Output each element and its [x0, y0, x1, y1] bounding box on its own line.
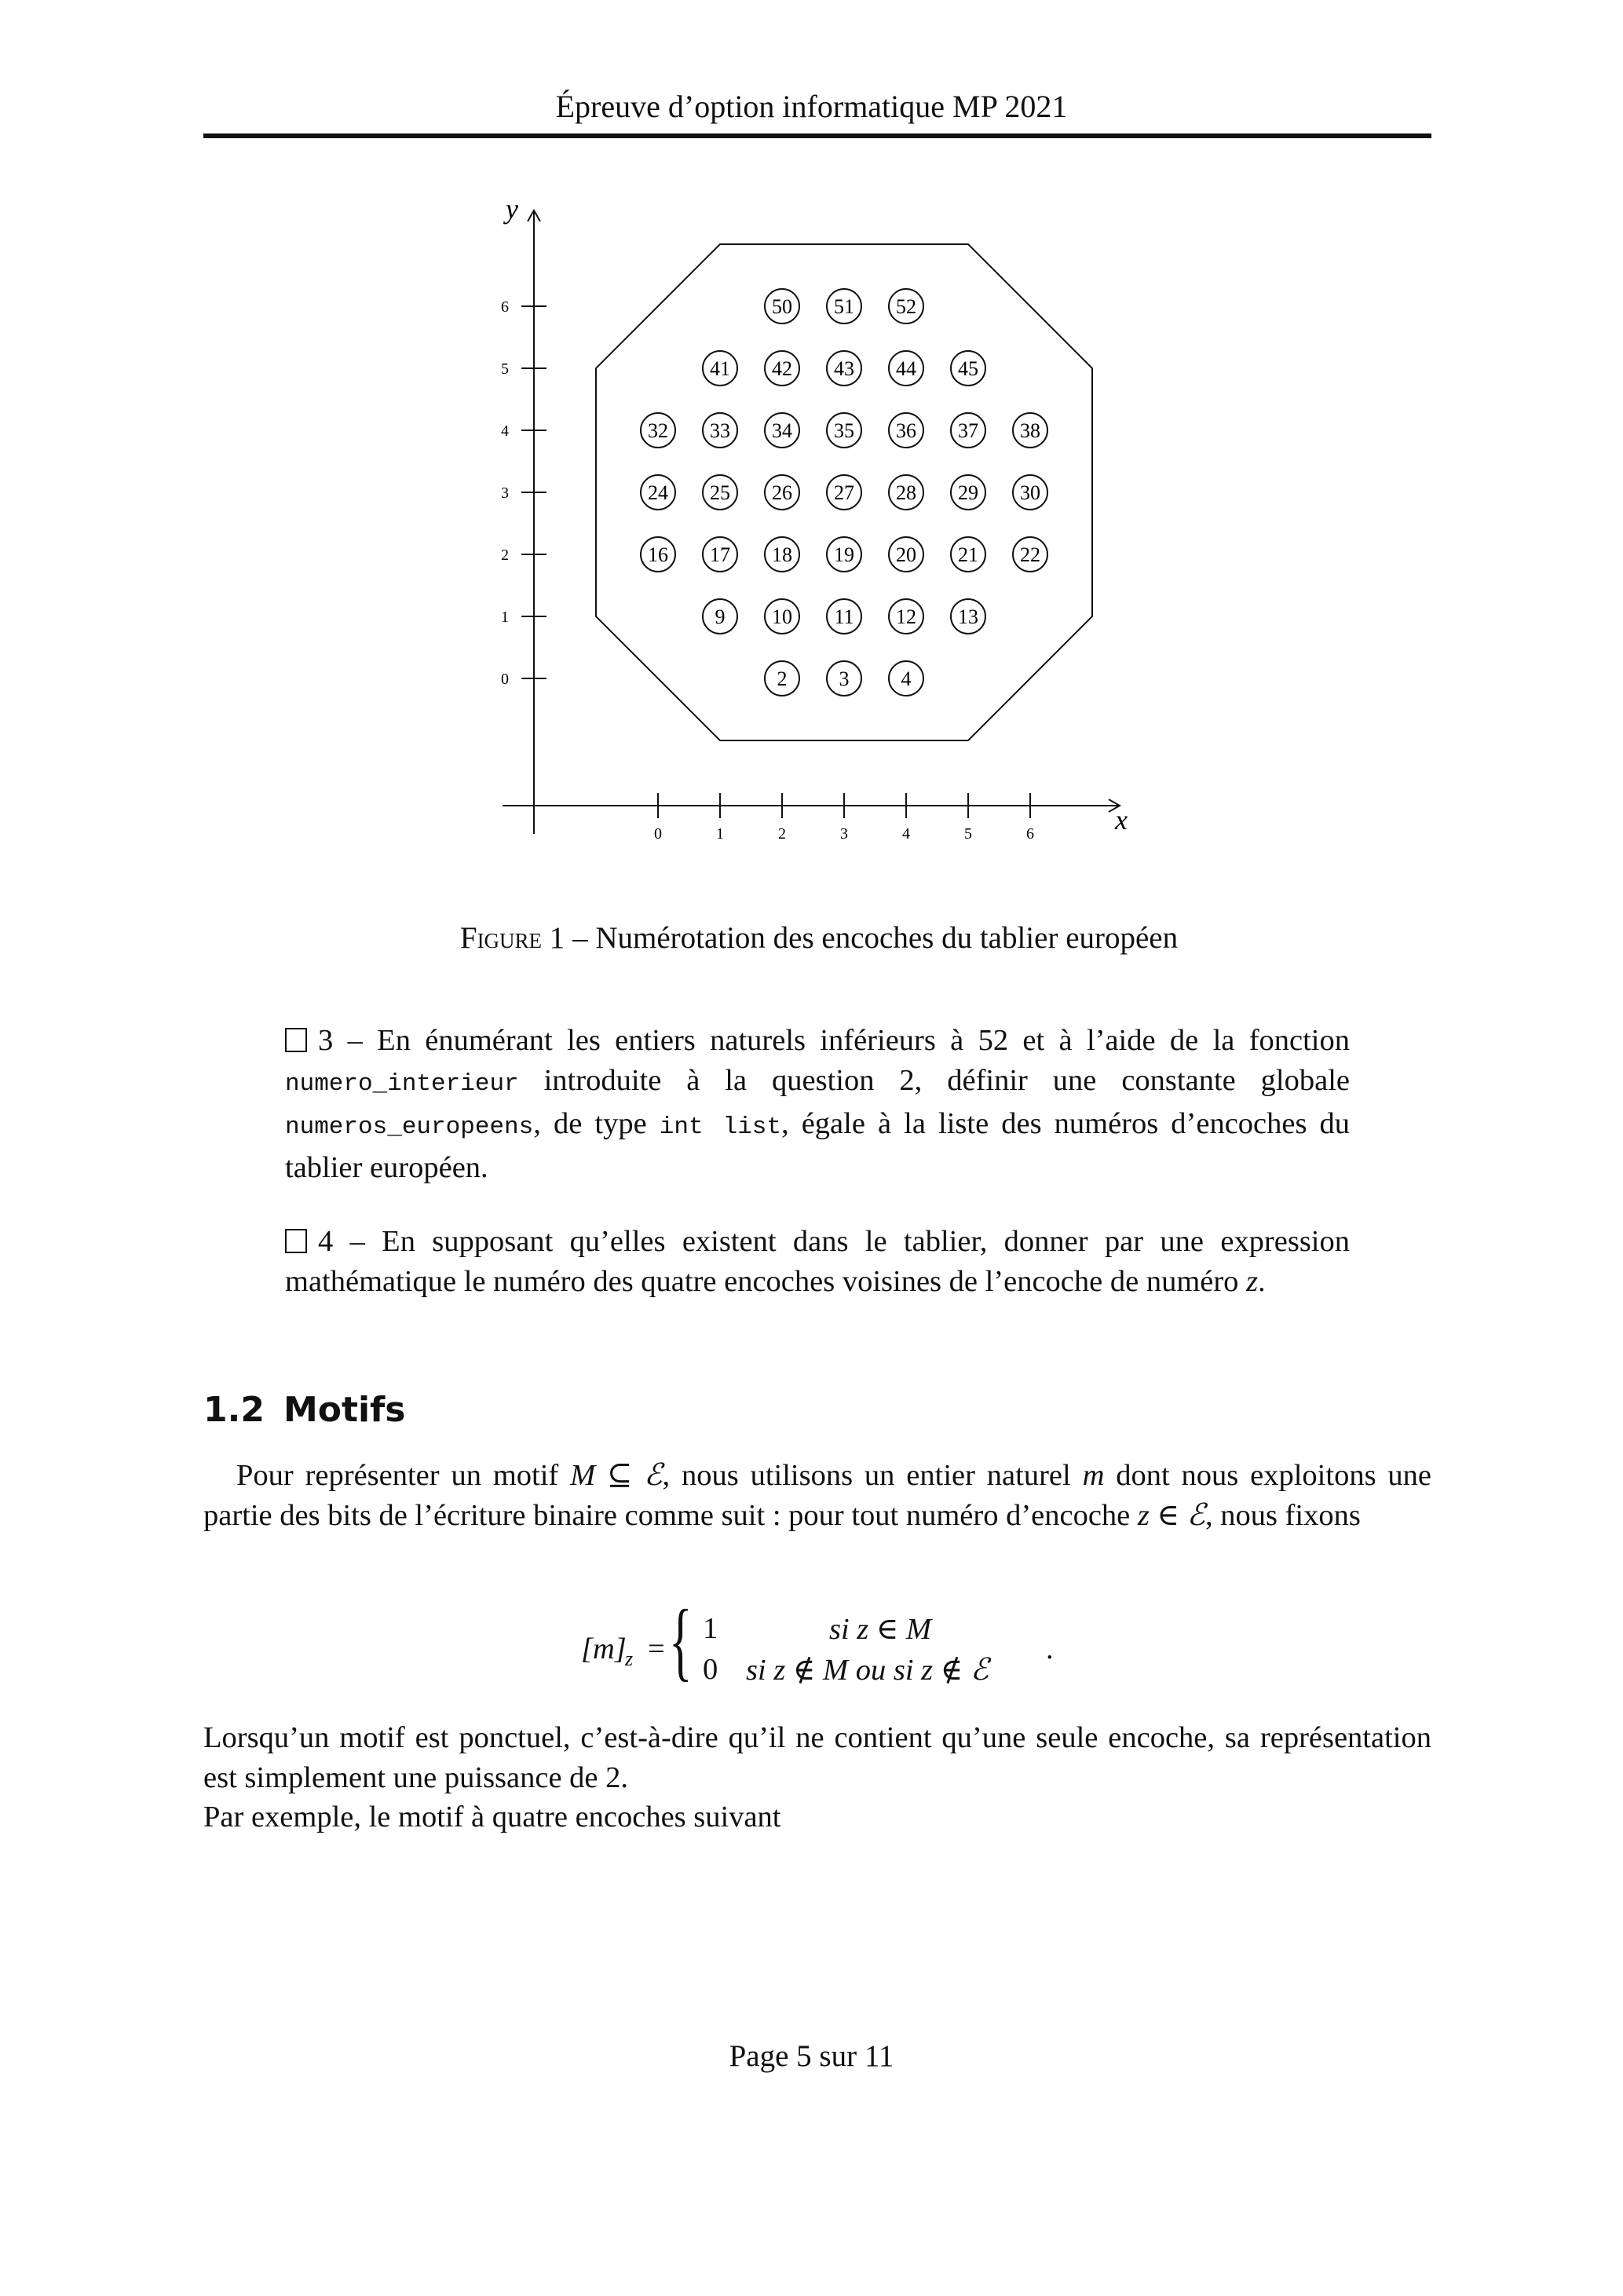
y-tick-label: 3	[501, 484, 509, 502]
notch-number: 50	[772, 295, 792, 318]
eq-case1-condition: si z ∈ M	[829, 1613, 932, 1646]
notch-number: 22	[1020, 543, 1040, 566]
notch-number: 12	[896, 605, 916, 628]
y-tick-label: 2	[501, 547, 509, 564]
x-tick-label: 6	[1026, 825, 1034, 843]
notch-number: 16	[648, 543, 668, 566]
notch-number: 44	[896, 357, 916, 380]
math: M ⊆ ℰ	[570, 1459, 663, 1492]
question-3	[285, 1021, 1350, 1188]
notch-number: 36	[896, 419, 916, 442]
notch-number: 19	[834, 543, 854, 566]
section-number: 1.2	[203, 1390, 265, 1430]
code-identifier: numeros_europeens	[285, 1113, 534, 1142]
text: , nous fixons	[1204, 1498, 1361, 1532]
math: z ∈ ℰ	[1137, 1498, 1205, 1532]
notch-number: 27	[834, 481, 854, 504]
paragraph-motif-representation	[203, 1456, 1431, 1535]
text: Pour représenter un motif	[236, 1459, 571, 1492]
notch-number: 18	[772, 543, 792, 566]
notch-number: 2	[777, 667, 788, 690]
notch-number: 24	[648, 481, 668, 504]
figure-notch-numbering	[0, 0, 1623, 911]
notch-number: 26	[772, 481, 792, 504]
notch-number: 21	[958, 543, 978, 566]
eq-equals: =	[648, 1632, 665, 1665]
figure-caption-label: Figure 1	[459, 921, 565, 955]
question-text: , de type	[533, 1107, 660, 1141]
text: dont nous exploitons une partie des bits de l’écriture binaire comme suit : pour tout numéro d’encoche	[203, 1459, 1432, 1532]
notch-number: 4	[901, 667, 912, 690]
paragraph-ponctuel	[203, 1718, 1431, 1837]
notch-number: 42	[772, 357, 792, 380]
code-type: int list	[659, 1113, 782, 1142]
y-tick-label: 5	[501, 360, 509, 378]
text: Par exemple, le motif à quatre encoches suivant	[203, 1801, 781, 1834]
notch-number: 17	[710, 543, 730, 566]
eq-case2-value: 0	[703, 1653, 718, 1686]
x-tick-label: 2	[778, 825, 786, 843]
notch-number: 20	[896, 543, 916, 566]
notch-number: 30	[1020, 481, 1040, 504]
y-tick-label: 0	[501, 671, 509, 688]
x-tick-label: 3	[840, 825, 848, 843]
question-number: 3 –	[318, 1024, 378, 1057]
eq-lhs-sub: z	[625, 1647, 634, 1670]
question-checkbox-icon	[285, 1229, 307, 1253]
notch-number: 43	[834, 357, 854, 380]
math-variable: z	[1246, 1264, 1259, 1298]
notch-number: 13	[958, 605, 978, 628]
notch-number: 32	[648, 419, 668, 442]
question-4	[285, 1222, 1350, 1301]
question-number: 4 –	[318, 1225, 382, 1258]
notch-number: 33	[710, 419, 730, 442]
x-axis-label: x	[1115, 804, 1128, 835]
question-text: introduite à la question 2, définir une constante globale	[518, 1063, 1350, 1097]
equation-bit-definition	[581, 1592, 1131, 1696]
text: Lorsqu’un motif est ponctuel, c’est-à-dire qu’il ne contient qu’une seule encoche, sa représentation est simplement une puissance de 2.	[203, 1721, 1431, 1794]
figure-caption-text: – Numérotation des encoches du tablier européen	[565, 921, 1179, 955]
eq-case2-condition: si z ∉ M ou si z ∉ ℰ	[746, 1654, 989, 1687]
notch-number: 25	[710, 481, 730, 504]
code-identifier: numero_interieur	[285, 1069, 519, 1098]
eq-case1-value: 1	[703, 1612, 718, 1645]
question-text: , égale à la liste des numéros d’encoches du tablier européen.	[285, 1107, 1351, 1185]
section-heading	[203, 1390, 405, 1430]
eq-trailing-dot: .	[1046, 1632, 1054, 1665]
question-text: En supposant qu’elles existent dans le tablier, donner par une expression mathématique le numéro des quatre encoches voisines de l’encoche de numéro	[285, 1225, 1350, 1298]
figure-caption	[0, 920, 1623, 956]
eq-lhs: [m]	[581, 1632, 627, 1665]
x-tick-label: 0	[654, 825, 662, 843]
y-tick-label: 4	[501, 422, 509, 440]
question-checkbox-icon	[285, 1028, 307, 1052]
notch-number: 3	[839, 667, 850, 690]
x-tick-label: 1	[716, 825, 724, 843]
notch-number: 45	[958, 357, 978, 380]
question-text: .	[1258, 1264, 1266, 1298]
question-text: En énumérant les entiers naturels inférieurs à 52 et à l’aide de la fonction	[377, 1024, 1350, 1057]
x-tick-label: 5	[964, 825, 972, 843]
notch-number: 52	[896, 295, 916, 318]
notch-number: 35	[834, 419, 854, 442]
x-tick-label: 4	[902, 825, 910, 843]
section-title: Motifs	[283, 1390, 406, 1430]
page-footer: Page 5 sur 11	[729, 2039, 894, 2073]
text: , nous utilisons un entier naturel	[662, 1459, 1083, 1492]
notch-number: 34	[772, 419, 792, 442]
notch-number: 9	[715, 605, 726, 628]
notch-number: 29	[958, 481, 978, 504]
y-axis-label: y	[506, 193, 518, 225]
notch-number: 51	[834, 295, 854, 318]
math: m	[1082, 1459, 1105, 1492]
eq-brace: {	[669, 1592, 693, 1690]
page-header-title: Épreuve d’option informatique MP 2021	[555, 89, 1068, 124]
notch-number: 11	[834, 605, 854, 628]
y-tick-label: 6	[501, 298, 509, 316]
y-tick-label: 1	[501, 609, 509, 626]
notch-number: 37	[958, 419, 978, 442]
notch-number: 10	[772, 605, 792, 628]
notch-number: 38	[1020, 419, 1040, 442]
notch-number: 41	[710, 357, 730, 380]
notch-number: 28	[896, 481, 916, 504]
